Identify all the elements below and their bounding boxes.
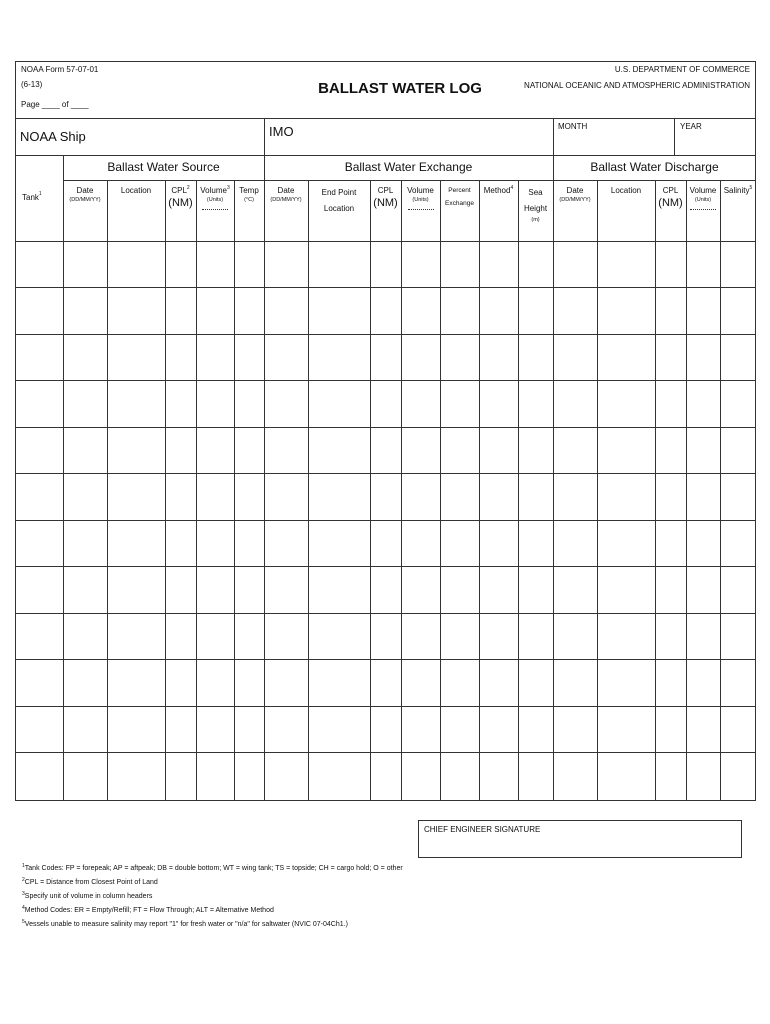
col-discharge-cpl: CPL (NM) bbox=[658, 186, 683, 209]
ship-label: NOAA Ship bbox=[20, 129, 86, 144]
col-discharge-location: Location bbox=[610, 186, 642, 195]
col-tank: Tank$^1$ bbox=[22, 191, 42, 202]
col-exchange-volume: Volume (Units) bbox=[401, 185, 440, 210]
col-source-cpl: CPL$^2$ (NM) bbox=[168, 185, 193, 209]
col-exchange-date: Date (DD/MM/YY) bbox=[270, 186, 302, 203]
col-source-location: Location bbox=[120, 186, 152, 195]
table-row[interactable] bbox=[16, 568, 755, 615]
table-row[interactable] bbox=[16, 428, 755, 475]
table-row[interactable] bbox=[16, 475, 755, 522]
table-row[interactable] bbox=[16, 754, 755, 801]
form-number: NOAA Form 57-07-01 bbox=[21, 65, 99, 74]
table-row[interactable] bbox=[16, 614, 755, 661]
footnote: $^2$CPL = Distance from Closest Point of Land bbox=[22, 877, 158, 886]
page-indicator: Page ____ of ____ bbox=[21, 100, 89, 109]
table-row[interactable] bbox=[16, 521, 755, 568]
col-discharge-salinity: Salinity$^5$ bbox=[723, 185, 753, 195]
imo-field[interactable] bbox=[265, 119, 552, 154]
page-title: BALLAST WATER LOG bbox=[318, 80, 482, 97]
col-discharge-date: Date (DD/MM/YY) bbox=[559, 186, 591, 203]
group-exchange: Ballast Water Exchange bbox=[344, 160, 473, 174]
table-row[interactable] bbox=[16, 289, 755, 336]
table-row[interactable] bbox=[16, 242, 755, 289]
footnote: $^3$Specify unit of volume in column headers bbox=[22, 891, 153, 900]
footnote: $^5$Vessels unable to measure salinity may report "1" for fresh water or "n/a" for saltwater (NVIC 07-04Ch1.) bbox=[22, 919, 348, 928]
administration-name: NATIONAL OCEANIC AND ATMOSPHERIC ADMINISTRATION bbox=[524, 81, 750, 90]
footnote: $^4$Method Codes: ER = Empty/Refill; FT = Flow Through; ALT = Alternative Method bbox=[22, 905, 274, 914]
table-row[interactable] bbox=[16, 335, 755, 382]
signature-label: CHIEF ENGINEER SIGNATURE bbox=[424, 825, 541, 834]
imo-label: IMO bbox=[269, 124, 294, 139]
col-discharge-volume: Volume (Units) bbox=[686, 185, 720, 210]
col-source-temp: Temp (°C) bbox=[239, 186, 259, 203]
department-name: U.S. DEPARTMENT OF COMMERCE bbox=[614, 65, 750, 74]
col-exchange-endpoint: End Point Location bbox=[321, 188, 357, 213]
group-discharge: Ballast Water Discharge bbox=[590, 160, 719, 174]
col-exchange-cpl: CPL (NM) bbox=[373, 186, 398, 209]
col-exchange-method: Method$^4$ bbox=[483, 185, 514, 195]
table-row[interactable] bbox=[16, 661, 755, 708]
form-revision: (6-13) bbox=[21, 80, 43, 89]
col-source-volume: Volume$^3$ (Units) bbox=[196, 185, 234, 210]
log-table-body[interactable] bbox=[16, 242, 755, 800]
col-exchange-sea-height: Sea Height (m) bbox=[523, 188, 548, 223]
year-label: YEAR bbox=[680, 122, 702, 131]
group-source: Ballast Water Source bbox=[107, 160, 220, 174]
table-row[interactable] bbox=[16, 707, 755, 754]
col-exchange-percent: Percent Exchange bbox=[445, 187, 474, 207]
month-label: MONTH bbox=[558, 122, 588, 131]
table-row[interactable] bbox=[16, 382, 755, 429]
footnote: $^1$Tank Codes: FP = forepeak; AP = aftpeak; DB = double bottom; WT = wing tank; TS = topside; CH = cargo hold; O = other bbox=[22, 863, 403, 872]
col-source-date: Date (DD/MM/YY) bbox=[69, 186, 101, 203]
